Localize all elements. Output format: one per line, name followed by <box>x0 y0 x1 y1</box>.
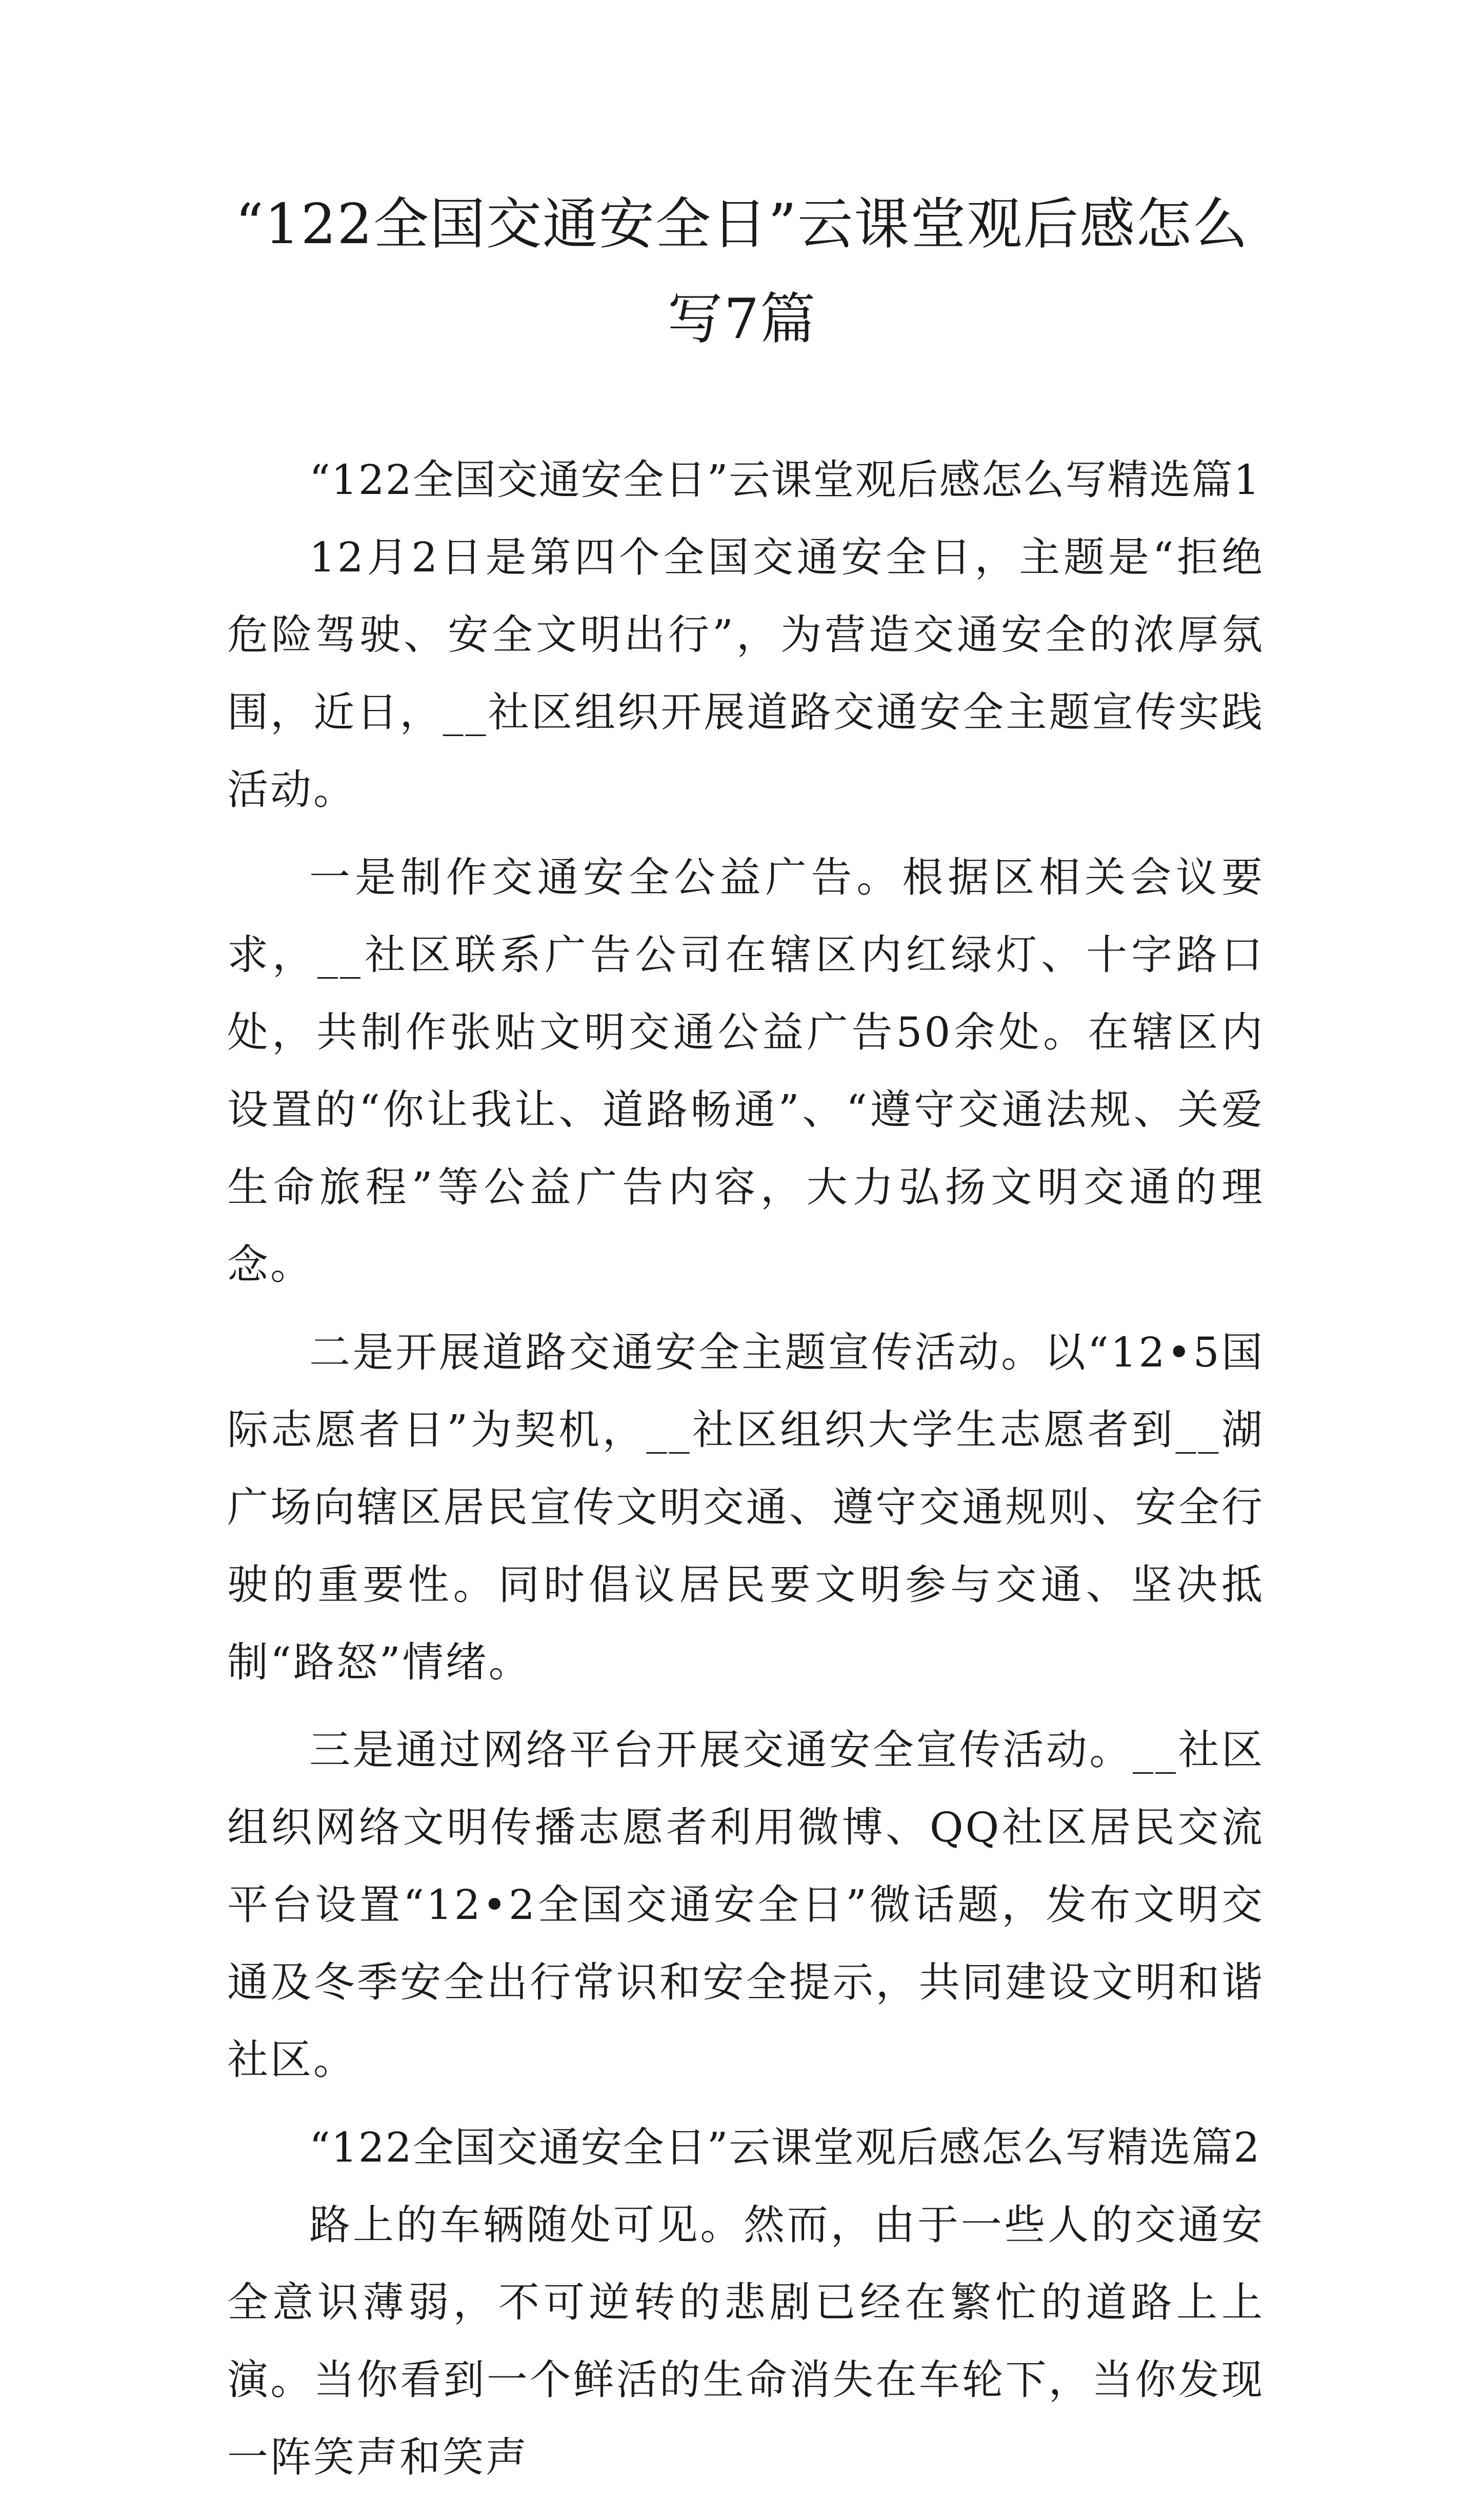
section-heading-1: “122全国交通安全日”云课堂观后感怎么写精选篇1 <box>309 456 1261 504</box>
document-body <box>227 441 1265 2496</box>
paragraph-4: 三是通过网络平台开展交通安全宣传活动。__社区组织网络文明传播志愿者利用微博、QQ社区居民交流平台设置“12•2全国交通安全日”微话题，发布文明交通及冬季安全出行常识和安全提示，共同建设文明和谐社区。 <box>227 1726 1265 2084</box>
paragraph-2: 一是制作交通安全公益广告。根据区相关会议要求，__社区联系广告公司在辖区内红绿灯、十字路口处，共制作张贴文明交通公益广告50余处。在辖区内设置的“你让我让、道路畅通”、“遵守交通法规、关爱生命旅程”等公益广告内容，大力弘扬文明交通的理念。 <box>227 854 1265 1289</box>
title-line-2: 写7篇 <box>667 287 817 351</box>
section-heading-2: “122全国交通安全日”云课堂观后感怎么写精选篇2 <box>309 2124 1261 2171</box>
paragraph-1: 12月2日是第四个全国交通安全日，主题是“拒绝危险驾驶、安全文明出行”，为营造交通安全的浓厚氛围，近日，__社区组织开展道路交通安全主题宣传实践活动。 <box>227 533 1265 814</box>
paragraph-5: 路上的车辆随处可见。然而，由于一些人的交通安全意识薄弱，不可逆转的悲剧已经在繁忙的道路上上演。当你看到一个鲜活的生命消失在车轮下，当你发现一阵笑声和笑声 <box>227 2201 1265 2481</box>
paragraph-3: 二是开展道路交通安全主题宣传活动。以“12•5国际志愿者日”为契机，__社区组织大学生志愿者到__湖广场向辖区居民宣传文明交通、遵守交通规则、安全行驶的重要性。同时倡议居民要文明参与交通、坚决抵制“路怒”情绪。 <box>227 1329 1265 1686</box>
title-line-1: “122全国交通安全日”云课堂观后感怎么 <box>235 192 1249 256</box>
document-title <box>154 177 1330 367</box>
